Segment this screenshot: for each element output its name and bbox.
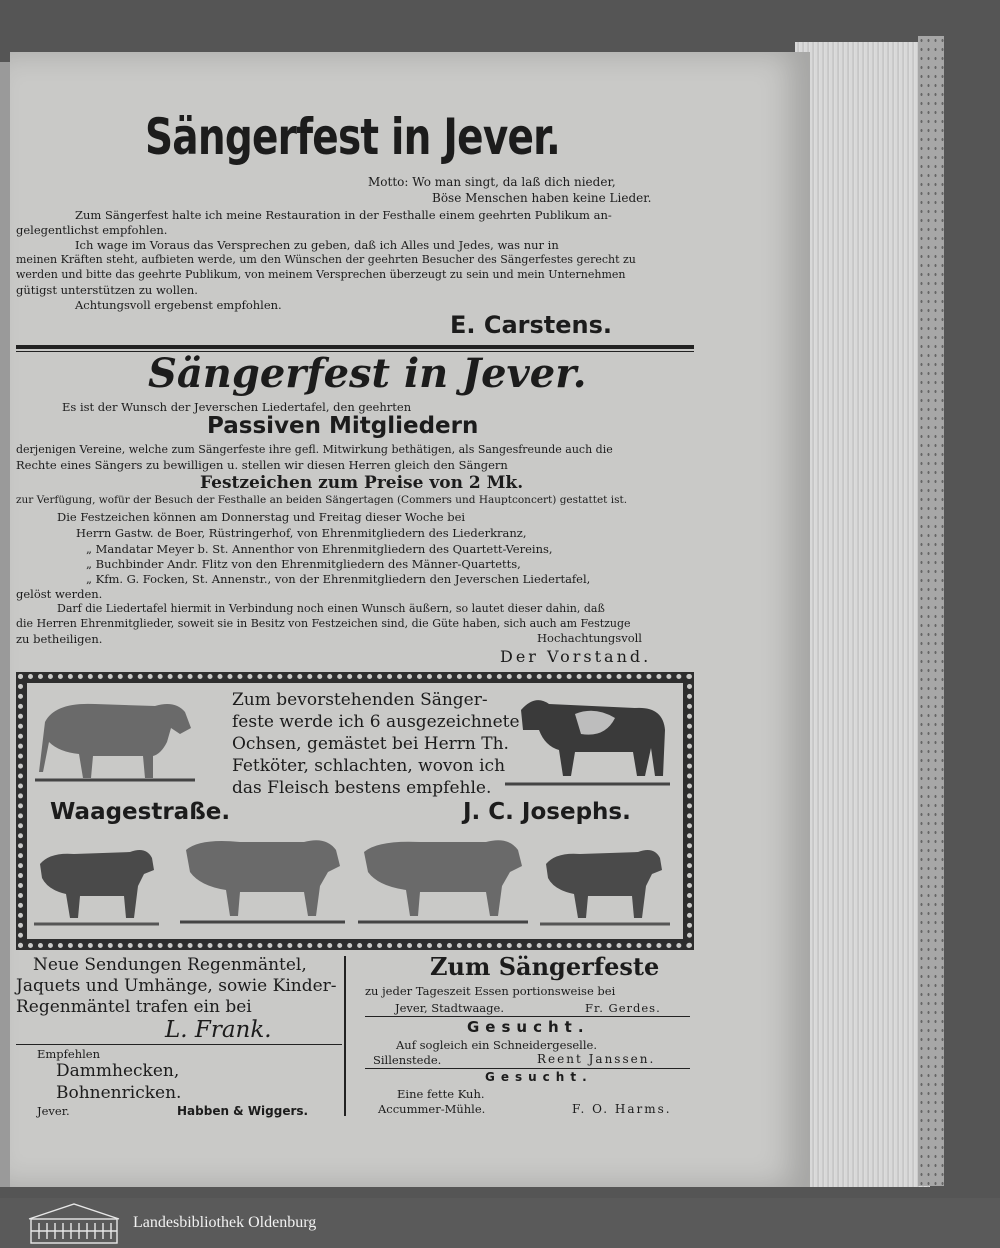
ad3-text-1: Zum bevorstehenden Sänger- [232,690,488,710]
ad7-title: Gesucht. [467,1018,590,1036]
ad1-motto-1: Motto: Wo man singt, da laß dich nieder, [368,175,616,189]
ad2-line-8: „ Buchbinder Andr. Flitz von den Ehrenmitgliedern des Männer-Quartetts, [86,557,521,571]
ad2-line-1: Es ist der Wunsch der Jeverschen Liedertafel, den geehrten [62,400,412,414]
ad4-line-3: Regenmäntel trafen ein bei [16,997,252,1017]
ad3-text-3: Ochsen, gemästet bei Herrn Th. [232,734,509,754]
ad5-signature: Habben & Wiggers. [177,1104,309,1118]
ad7-place: Sillenstede. [373,1053,442,1067]
ad5-line-3: Bohnenricken. [56,1083,182,1103]
divider [16,1044,342,1045]
ad5-line-2: Dammhecken, [56,1061,180,1081]
ad1-line-1: Zum Sängerfest halte ich meine Restauration in der Festhalle einem geehrten Publikum an- [75,208,612,222]
library-name: Landesbibliothek Oldenburg [133,1214,317,1231]
divider [365,1068,690,1069]
ad6-signature: Fr. Gerdes. [585,1001,661,1015]
ad2-line-2: derjenigen Vereine, welche zum Sängerfeste ihre gefl. Mitwirkung bethätigen, als Sangesfreunde auch die [16,443,613,456]
library-building-icon [25,1201,123,1245]
ad6-line-1: zu jeder Tageszeit Essen portionsweise bei [365,984,616,998]
ad8-title: Gesucht. [485,1070,593,1084]
spotted-cow-illustration-icon [505,690,670,790]
ad2-signature: Der Vorstand. [500,647,652,666]
ad8-signature: F. O. Harms. [572,1102,672,1116]
ad1-signature: E. Carstens. [450,311,613,339]
ad7-line-1: Auf sogleich ein Schneidergeselle. [396,1038,597,1052]
ad3-text-5: das Fleisch bestens empfehle. [232,778,492,798]
ad1-line-2: gelegentlichst empfohlen. [16,223,168,237]
ad1-line-4: meinen Kräften steht, aufbieten werde, um den Wünschen der geehrten Besucher des Sängerfestes gerecht zu [16,253,636,266]
ad7-signature: Reent Janssen. [537,1052,656,1066]
ad4-signature: L. Frank. [165,1017,272,1043]
ad8-place: Accummer-Mühle. [378,1102,486,1116]
ox-illustration-icon [34,838,159,928]
ad2-line-13: zu betheiligen. [16,632,103,646]
divider [16,345,694,349]
ad3-text-4: Fetköter, schlachten, wovon ich [232,756,506,776]
book-cover-edge [918,36,944,1186]
ox-illustration-icon [180,832,345,927]
ad1-line-3: Ich wage im Voraus das Versprechen zu geben, daß ich Alles und Jedes, was nur in [75,238,559,252]
ad3-street: Waagestraße. [50,799,231,825]
ad2-price: Festzeichen zum Preise von 2 Mk. [200,473,524,493]
ad2-line-12: die Herren Ehrenmitglieder, soweit sie in Besitz von Festzeichen sind, die Güte haben, sich auch am Festzuge [16,617,631,630]
ad1-line-5: werden und bitte das geehrte Publikum, von meinem Versprechen überzeugt zu sein und mein Unternehmen [16,268,626,281]
ad1-line-6: gütigst unterstützen zu wollen. [16,283,198,297]
ad4-line-2: Jaquets und Umhänge, sowie Kinder- [16,976,337,996]
ad1-line-7: Achtungsvoll ergebenst empfohlen. [75,298,282,312]
ox-illustration-icon [358,832,528,927]
ad3-text-2: feste werde ich 6 ausgezeichnete [232,712,520,732]
ad2-title: Sängerfest in Jever. [148,350,587,397]
column-divider [344,956,346,1116]
ad2-subtitle: Passiven Mitgliedern [207,413,479,439]
ox-illustration-icon [35,692,195,784]
ad2-line-9: „ Kfm. G. Focken, St. Annenstr., von der Ehrenmitgliedern den Jeverschen Liedertafel, [86,572,591,586]
ad5-place: Jever. [37,1104,70,1118]
ad6-line-2: Jever, Stadtwaage. [395,1001,504,1015]
ad2-line-3: Rechte eines Sängers zu bewilligen u. stellen wir diesen Herren gleich den Sängern [16,458,508,472]
ad4-line-1: Neue Sendungen Regenmäntel, [33,955,307,975]
book-fore-edge [795,42,930,1187]
ad2-line-4: zur Verfügung, wofür der Besuch der Festhalle an beiden Sängertagen (Commers und Hauptconcert) gestattet ist. [16,494,628,506]
ad1-motto-2: Böse Menschen haben keine Lieder. [432,191,652,205]
ad2-line-5: Die Festzeichen können am Donnerstag und Freitag dieser Woche bei [57,510,466,524]
divider [365,1016,690,1017]
ad5-line-1: Empfehlen [37,1047,101,1061]
ad6-title: Zum Sängerfeste [430,952,660,981]
ad8-line-1: Eine fette Kuh. [397,1087,485,1101]
ad3-name: J. C. Josephs. [463,799,631,825]
ad2-closing: Hochachtungsvoll [537,631,642,645]
ad2-line-10: gelöst werden. [16,587,103,601]
ox-illustration-icon [540,838,670,928]
ad1-title: Sängerfest in Jever. [145,108,561,166]
ad2-line-11: Darf die Liedertafel hiermit in Verbindung noch einen Wunsch äußern, so lautet dieser dahin, daß [57,602,605,615]
ad2-line-6: Herrn Gastw. de Boer, Rüstringerhof, von Ehrenmitgliedern des Liederkranz, [76,526,527,540]
ad2-line-7: „ Mandatar Meyer b. St. Annenthor von Ehrenmitgliedern des Quartett-Vereins, [86,542,553,556]
